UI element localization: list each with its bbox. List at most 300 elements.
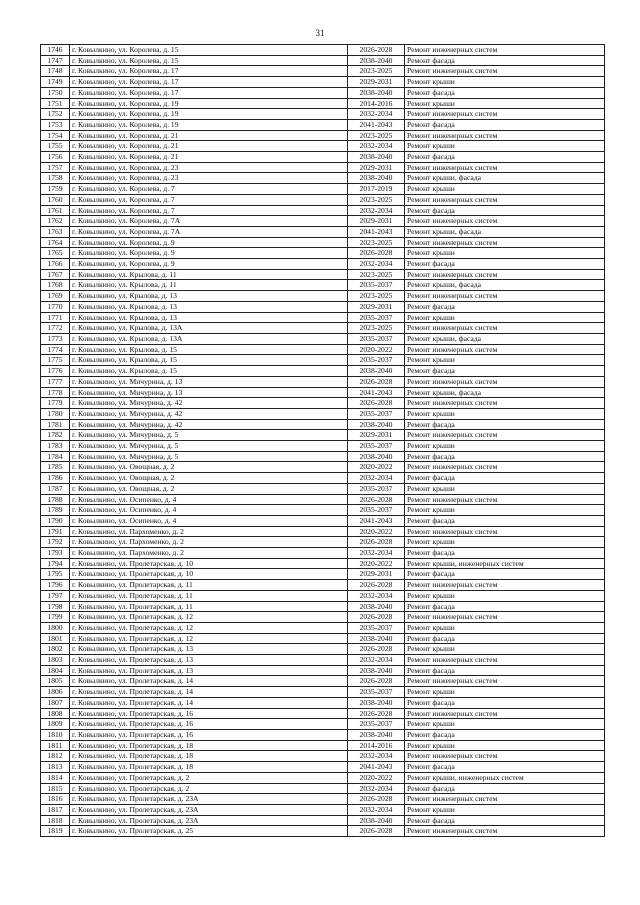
row-number: 1775 (41, 355, 70, 366)
row-number: 1786 (41, 473, 70, 484)
address-cell: г. Ковылкино, ул. Пролетарская, д. 2 (70, 783, 348, 794)
period-cell: 2038-2040 (348, 730, 405, 741)
period-cell: 2032-2034 (348, 141, 405, 152)
work-type-cell: Ремонт фасада (405, 87, 605, 98)
work-type-cell: Ремонт инженерных систем (405, 526, 605, 537)
row-number: 1800 (41, 622, 70, 633)
period-cell: 2038-2040 (348, 152, 405, 163)
table-row (41, 280, 605, 291)
address-cell: г. Ковылкино, ул. Пролетарская, д. 16 (70, 708, 348, 719)
row-number: 1817 (41, 804, 70, 815)
table-row (41, 719, 605, 730)
address-cell: г. Ковылкино, ул. Королева, д. 9 (70, 259, 348, 270)
row-number: 1768 (41, 280, 70, 291)
work-type-cell: Ремонт фасада (405, 419, 605, 430)
table-row (41, 333, 605, 344)
work-type-cell: Ремонт крыши (405, 355, 605, 366)
address-cell: г. Ковылкино, ул. Пролетарская, д. 12 (70, 622, 348, 633)
row-number: 1777 (41, 376, 70, 387)
period-cell: 2041-2043 (348, 515, 405, 526)
work-type-cell: Ремонт инженерных систем (405, 130, 605, 141)
period-cell: 2038-2040 (348, 419, 405, 430)
table-row (41, 205, 605, 216)
work-type-cell: Ремонт фасада (405, 152, 605, 163)
work-type-cell: Ремонт инженерных систем (405, 676, 605, 687)
row-number: 1754 (41, 130, 70, 141)
row-number: 1796 (41, 580, 70, 591)
period-cell: 2038-2040 (348, 87, 405, 98)
work-type-cell: Ремонт инженерных систем (405, 344, 605, 355)
row-number: 1779 (41, 398, 70, 409)
table-row (41, 237, 605, 248)
address-cell: г. Ковылкино, ул. Пролетарская, д. 12 (70, 612, 348, 623)
row-number: 1772 (41, 323, 70, 334)
period-cell: 2032-2034 (348, 783, 405, 794)
work-type-cell: Ремонт крыши, фасада (405, 226, 605, 237)
work-type-cell: Ремонт крыши (405, 804, 605, 815)
row-number: 1798 (41, 601, 70, 612)
period-cell: 2038-2040 (348, 697, 405, 708)
row-number: 1776 (41, 366, 70, 377)
row-number: 1785 (41, 462, 70, 473)
work-type-cell: Ремонт инженерных систем (405, 291, 605, 302)
row-number: 1807 (41, 697, 70, 708)
address-cell: г. Ковылкино, ул. Пролетарская, д. 18 (70, 751, 348, 762)
work-type-cell: Ремонт инженерных систем (405, 45, 605, 56)
period-cell: 2020-2022 (348, 772, 405, 783)
period-cell: 2023-2025 (348, 269, 405, 280)
work-type-cell: Ремонт фасада (405, 697, 605, 708)
table-row (41, 451, 605, 462)
row-number: 1762 (41, 216, 70, 227)
address-cell: г. Ковылкино, ул. Королева, д. 21 (70, 130, 348, 141)
table-row (41, 655, 605, 666)
table-row (41, 98, 605, 109)
period-cell: 2029-2031 (348, 569, 405, 580)
period-cell: 2038-2040 (348, 601, 405, 612)
table-row (41, 376, 605, 387)
table-row (41, 473, 605, 484)
row-number: 1790 (41, 515, 70, 526)
work-type-cell: Ремонт инженерных систем (405, 751, 605, 762)
row-number: 1770 (41, 301, 70, 312)
period-cell: 2032-2034 (348, 590, 405, 601)
table-row (41, 55, 605, 66)
address-cell: г. Ковылкино, ул. Пархоменко, д. 2 (70, 548, 348, 559)
address-cell: г. Ковылкино, ул. Мичурина, д. 5 (70, 441, 348, 452)
address-cell: г. Ковылкино, ул. Крылова, д. 15 (70, 344, 348, 355)
table-row (41, 537, 605, 548)
work-type-cell: Ремонт крыши, инженерных систем (405, 558, 605, 569)
address-cell: г. Ковылкино, ул. Королева, д. 9 (70, 237, 348, 248)
address-cell: г. Ковылкино, ул. Королева, д. 15 (70, 45, 348, 56)
row-number: 1759 (41, 184, 70, 195)
work-type-cell: Ремонт инженерных систем (405, 162, 605, 173)
address-cell: г. Ковылкино, ул. Королева, д. 23 (70, 173, 348, 184)
address-cell: г. Ковылкино, ул. Королева, д. 9 (70, 248, 348, 259)
row-number: 1797 (41, 590, 70, 601)
address-cell: г. Ковылкино, ул. Крылова, д. 13 (70, 312, 348, 323)
period-cell: 2017-2019 (348, 184, 405, 195)
table-row (41, 622, 605, 633)
address-cell: г. Ковылкино, ул. Королева, д. 17 (70, 77, 348, 88)
address-cell: г. Ковылкино, ул. Пролетарская, д. 23А (70, 815, 348, 826)
address-cell: г. Ковылкино, ул. Пролетарская, д. 23А (70, 794, 348, 805)
row-number: 1752 (41, 109, 70, 120)
table-row (41, 419, 605, 430)
work-type-cell: Ремонт крыши (405, 590, 605, 601)
period-cell: 2041-2043 (348, 226, 405, 237)
work-type-cell: Ремонт крыши (405, 740, 605, 751)
row-number: 1810 (41, 730, 70, 741)
period-cell: 2023-2025 (348, 323, 405, 334)
address-cell: г. Ковылкино, ул. Пролетарская, д. 13 (70, 644, 348, 655)
work-type-cell: Ремонт крыши (405, 248, 605, 259)
work-type-cell: Ремонт крыши (405, 312, 605, 323)
address-cell: г. Ковылкино, ул. Пролетарская, д. 2 (70, 772, 348, 783)
address-cell: г. Ковылкино, ул. Мичурина, д. 42 (70, 398, 348, 409)
page-number: 31 (315, 28, 325, 38)
address-cell: г. Ковылкино, ул. Пролетарская, д. 13 (70, 655, 348, 666)
period-cell: 2032-2034 (348, 205, 405, 216)
row-number: 1815 (41, 783, 70, 794)
row-number: 1813 (41, 762, 70, 773)
address-cell: г. Ковылкино, ул. Крылова, д. 13 (70, 291, 348, 302)
table-row (41, 826, 605, 837)
period-cell: 2026-2028 (348, 612, 405, 623)
table-row (41, 740, 605, 751)
address-cell: г. Ковылкино, ул. Пролетарская, д. 13 (70, 665, 348, 676)
row-number: 1805 (41, 676, 70, 687)
work-type-cell: Ремонт фасада (405, 730, 605, 741)
address-cell: г. Ковылкино, ул. Крылова, д. 13 (70, 301, 348, 312)
row-number: 1812 (41, 751, 70, 762)
period-cell: 2038-2040 (348, 55, 405, 66)
address-cell: г. Ковылкино, ул. Пролетарская, д. 23А (70, 804, 348, 815)
row-number: 1750 (41, 87, 70, 98)
work-type-cell: Ремонт крыши (405, 98, 605, 109)
work-type-cell: Ремонт фасада (405, 119, 605, 130)
address-cell: г. Ковылкино, ул. Крылова, д. 11 (70, 269, 348, 280)
row-number: 1746 (41, 45, 70, 56)
period-cell: 2038-2040 (348, 633, 405, 644)
row-number: 1748 (41, 66, 70, 77)
work-type-cell: Ремонт инженерных систем (405, 826, 605, 837)
row-number: 1756 (41, 152, 70, 163)
address-cell: г. Ковылкино, ул. Пролетарская, д. 12 (70, 633, 348, 644)
row-number: 1803 (41, 655, 70, 666)
address-cell: г. Ковылкино, ул. Королева, д. 19 (70, 109, 348, 120)
address-cell: г. Ковылкино, ул. Королева, д. 17 (70, 66, 348, 77)
period-cell: 2014-2016 (348, 740, 405, 751)
row-number: 1782 (41, 430, 70, 441)
period-cell: 2026-2028 (348, 794, 405, 805)
row-number: 1751 (41, 98, 70, 109)
work-type-cell: Ремонт фасада (405, 473, 605, 484)
table-row (41, 408, 605, 419)
work-type-cell: Ремонт инженерных систем (405, 109, 605, 120)
table-row (41, 590, 605, 601)
work-type-cell: Ремонт инженерных систем (405, 794, 605, 805)
table-row (41, 558, 605, 569)
period-cell: 2026-2028 (348, 494, 405, 505)
row-number: 1802 (41, 644, 70, 655)
row-number: 1757 (41, 162, 70, 173)
table-row (41, 366, 605, 377)
table-row (41, 355, 605, 366)
work-type-cell: Ремонт крыши (405, 483, 605, 494)
table-row (41, 45, 605, 56)
row-number: 1755 (41, 141, 70, 152)
period-cell: 2026-2028 (348, 537, 405, 548)
address-cell: г. Ковылкино, ул. Пархоменко, д. 2 (70, 526, 348, 537)
work-type-cell: Ремонт крыши (405, 408, 605, 419)
address-cell: г. Ковылкино, ул. Мичурина, д. 42 (70, 419, 348, 430)
address-cell: г. Ковылкино, ул. Мичурина, д. 42 (70, 408, 348, 419)
table-row (41, 804, 605, 815)
period-cell: 2038-2040 (348, 815, 405, 826)
period-cell: 2035-2037 (348, 622, 405, 633)
work-type-cell: Ремонт инженерных систем (405, 708, 605, 719)
address-cell: г. Ковылкино, ул. Крылова, д. 15 (70, 355, 348, 366)
work-type-cell: Ремонт крыши, фасада (405, 173, 605, 184)
work-type-cell: Ремонт фасада (405, 55, 605, 66)
work-type-cell: Ремонт инженерных систем (405, 494, 605, 505)
row-number: 1769 (41, 291, 70, 302)
address-cell: г. Ковылкино, ул. Крылова, д. 13А (70, 333, 348, 344)
period-cell: 2026-2028 (348, 580, 405, 591)
table-row (41, 783, 605, 794)
period-cell: 2032-2034 (348, 751, 405, 762)
work-type-cell: Ремонт фасада (405, 548, 605, 559)
address-cell: г. Ковылкино, ул. Овощная, д. 2 (70, 462, 348, 473)
row-number: 1808 (41, 708, 70, 719)
table-row (41, 130, 605, 141)
table-row (41, 730, 605, 741)
work-type-cell: Ремонт фасада (405, 762, 605, 773)
period-cell: 2032-2034 (348, 109, 405, 120)
period-cell: 2029-2031 (348, 430, 405, 441)
address-cell: г. Ковылкино, ул. Овощная, д. 2 (70, 483, 348, 494)
table-row (41, 226, 605, 237)
row-number: 1753 (41, 119, 70, 130)
table-row (41, 109, 605, 120)
table-row (41, 259, 605, 270)
table-row (41, 248, 605, 259)
table-row (41, 141, 605, 152)
period-cell: 2032-2034 (348, 655, 405, 666)
table-row (41, 430, 605, 441)
table-row (41, 387, 605, 398)
table-row (41, 184, 605, 195)
work-type-cell: Ремонт крыши (405, 441, 605, 452)
row-number: 1766 (41, 259, 70, 270)
table-row (41, 494, 605, 505)
period-cell: 2035-2037 (348, 483, 405, 494)
period-cell: 2032-2034 (348, 804, 405, 815)
table-row (41, 762, 605, 773)
address-cell: г. Ковылкино, ул. Пролетарская, д. 14 (70, 676, 348, 687)
period-cell: 2035-2037 (348, 280, 405, 291)
table-row (41, 87, 605, 98)
work-type-cell: Ремонт инженерных систем (405, 655, 605, 666)
row-number: 1801 (41, 633, 70, 644)
address-cell: г. Ковылкино, ул. Королева, д. 21 (70, 152, 348, 163)
address-cell: г. Ковылкино, ул. Пролетарская, д. 16 (70, 719, 348, 730)
work-type-cell: Ремонт инженерных систем (405, 612, 605, 623)
row-number: 1765 (41, 248, 70, 259)
table-row (41, 483, 605, 494)
address-cell: г. Ковылкино, ул. Осипенко, д. 4 (70, 505, 348, 516)
table-row (41, 580, 605, 591)
period-cell: 2026-2028 (348, 826, 405, 837)
period-cell: 2029-2031 (348, 301, 405, 312)
address-cell: г. Ковылкино, ул. Пролетарская, д. 14 (70, 687, 348, 698)
period-cell: 2023-2025 (348, 66, 405, 77)
period-cell: 2026-2028 (348, 708, 405, 719)
period-cell: 2026-2028 (348, 398, 405, 409)
work-type-cell: Ремонт крыши (405, 622, 605, 633)
work-type-cell: Ремонт крыши, фасада (405, 280, 605, 291)
period-cell: 2026-2028 (348, 676, 405, 687)
address-cell: г. Ковылкино, ул. Пархоменко, д. 2 (70, 537, 348, 548)
repair-schedule-table (40, 44, 605, 837)
period-cell: 2020-2022 (348, 558, 405, 569)
work-type-cell: Ремонт крыши, фасада (405, 333, 605, 344)
table-row (41, 462, 605, 473)
work-type-cell: Ремонт фасада (405, 205, 605, 216)
address-cell: г. Ковылкино, ул. Пролетарская, д. 18 (70, 762, 348, 773)
row-number: 1780 (41, 408, 70, 419)
table-row (41, 526, 605, 537)
period-cell: 2035-2037 (348, 719, 405, 730)
row-number: 1749 (41, 77, 70, 88)
table-row (41, 398, 605, 409)
period-cell: 2032-2034 (348, 548, 405, 559)
work-type-cell: Ремонт крыши, фасада (405, 387, 605, 398)
table-row (41, 194, 605, 205)
work-type-cell: Ремонт фасада (405, 259, 605, 270)
table-row (41, 687, 605, 698)
address-cell: г. Ковылкино, ул. Королева, д. 19 (70, 98, 348, 109)
row-number: 1804 (41, 665, 70, 676)
row-number: 1791 (41, 526, 70, 537)
work-type-cell: Ремонт инженерных систем (405, 216, 605, 227)
period-cell: 2026-2028 (348, 644, 405, 655)
work-type-cell: Ремонт крыши (405, 505, 605, 516)
table-row (41, 301, 605, 312)
work-type-cell: Ремонт фасада (405, 783, 605, 794)
table-row (41, 815, 605, 826)
work-type-cell: Ремонт фасада (405, 569, 605, 580)
row-number: 1818 (41, 815, 70, 826)
address-cell: г. Ковылкино, ул. Осипенко, д. 4 (70, 494, 348, 505)
work-type-cell: Ремонт фасада (405, 665, 605, 676)
table-row (41, 323, 605, 334)
work-type-cell: Ремонт фасада (405, 633, 605, 644)
address-cell: г. Ковылкино, ул. Пролетарская, д. 11 (70, 580, 348, 591)
address-cell: г. Ковылкино, ул. Пролетарская, д. 10 (70, 558, 348, 569)
work-type-cell: Ремонт инженерных систем (405, 398, 605, 409)
work-type-cell: Ремонт инженерных систем (405, 237, 605, 248)
address-cell: г. Ковылкино, ул. Королева, д. 23 (70, 162, 348, 173)
address-cell: г. Ковылкино, ул. Королева, д. 7А (70, 226, 348, 237)
table-row (41, 66, 605, 77)
table-row (41, 772, 605, 783)
row-number: 1816 (41, 794, 70, 805)
work-type-cell: Ремонт фасада (405, 301, 605, 312)
work-type-cell: Ремонт фасада (405, 451, 605, 462)
table-row (41, 665, 605, 676)
address-cell: г. Ковылкино, ул. Королева, д. 15 (70, 55, 348, 66)
address-cell: г. Ковылкино, ул. Мичурина, д. 13 (70, 376, 348, 387)
table-row (41, 515, 605, 526)
row-number: 1763 (41, 226, 70, 237)
work-type-cell: Ремонт инженерных систем (405, 269, 605, 280)
address-cell: г. Ковылкино, ул. Пролетарская, д. 16 (70, 730, 348, 741)
period-cell: 2038-2040 (348, 173, 405, 184)
period-cell: 2041-2043 (348, 762, 405, 773)
address-cell: г. Ковылкино, ул. Мичурина, д. 5 (70, 430, 348, 441)
work-type-cell: Ремонт крыши (405, 687, 605, 698)
address-cell: г. Ковылкино, ул. Королева, д. 17 (70, 87, 348, 98)
period-cell: 2035-2037 (348, 312, 405, 323)
work-type-cell: Ремонт крыши (405, 77, 605, 88)
row-number: 1758 (41, 173, 70, 184)
period-cell: 2020-2022 (348, 526, 405, 537)
work-type-cell: Ремонт фасада (405, 515, 605, 526)
table-body (41, 45, 605, 837)
address-cell: г. Ковылкино, ул. Пролетарская, д. 25 (70, 826, 348, 837)
work-type-cell: Ремонт фасада (405, 601, 605, 612)
table-row (41, 441, 605, 452)
row-number: 1799 (41, 612, 70, 623)
row-number: 1767 (41, 269, 70, 280)
address-cell: г. Ковылкино, ул. Королева, д. 7 (70, 184, 348, 195)
row-number: 1788 (41, 494, 70, 505)
period-cell: 2038-2040 (348, 366, 405, 377)
period-cell: 2041-2043 (348, 387, 405, 398)
table-row (41, 601, 605, 612)
address-cell: г. Ковылкино, ул. Королева, д. 7А (70, 216, 348, 227)
row-number: 1794 (41, 558, 70, 569)
address-cell: г. Ковылкино, ул. Осипенко, д. 4 (70, 515, 348, 526)
address-cell: г. Ковылкино, ул. Мичурина, д. 13 (70, 387, 348, 398)
period-cell: 2038-2040 (348, 665, 405, 676)
address-cell: г. Ковылкино, ул. Королева, д. 21 (70, 141, 348, 152)
period-cell: 2014-2016 (348, 98, 405, 109)
row-number: 1811 (41, 740, 70, 751)
table-row (41, 344, 605, 355)
table-row (41, 644, 605, 655)
row-number: 1787 (41, 483, 70, 494)
table-row (41, 312, 605, 323)
table-row (41, 162, 605, 173)
address-cell: г. Ковылкино, ул. Пролетарская, д. 18 (70, 740, 348, 751)
period-cell: 2020-2022 (348, 344, 405, 355)
work-type-cell: Ремонт инженерных систем (405, 66, 605, 77)
row-number: 1819 (41, 826, 70, 837)
period-cell: 2035-2037 (348, 408, 405, 419)
work-type-cell: Ремонт крыши (405, 184, 605, 195)
period-cell: 2023-2025 (348, 194, 405, 205)
work-type-cell: Ремонт инженерных систем (405, 580, 605, 591)
period-cell: 2038-2040 (348, 451, 405, 462)
table-row (41, 548, 605, 559)
work-type-cell: Ремонт крыши (405, 141, 605, 152)
table-row (41, 291, 605, 302)
address-cell: г. Ковылкино, ул. Пролетарская, д. 10 (70, 569, 348, 580)
